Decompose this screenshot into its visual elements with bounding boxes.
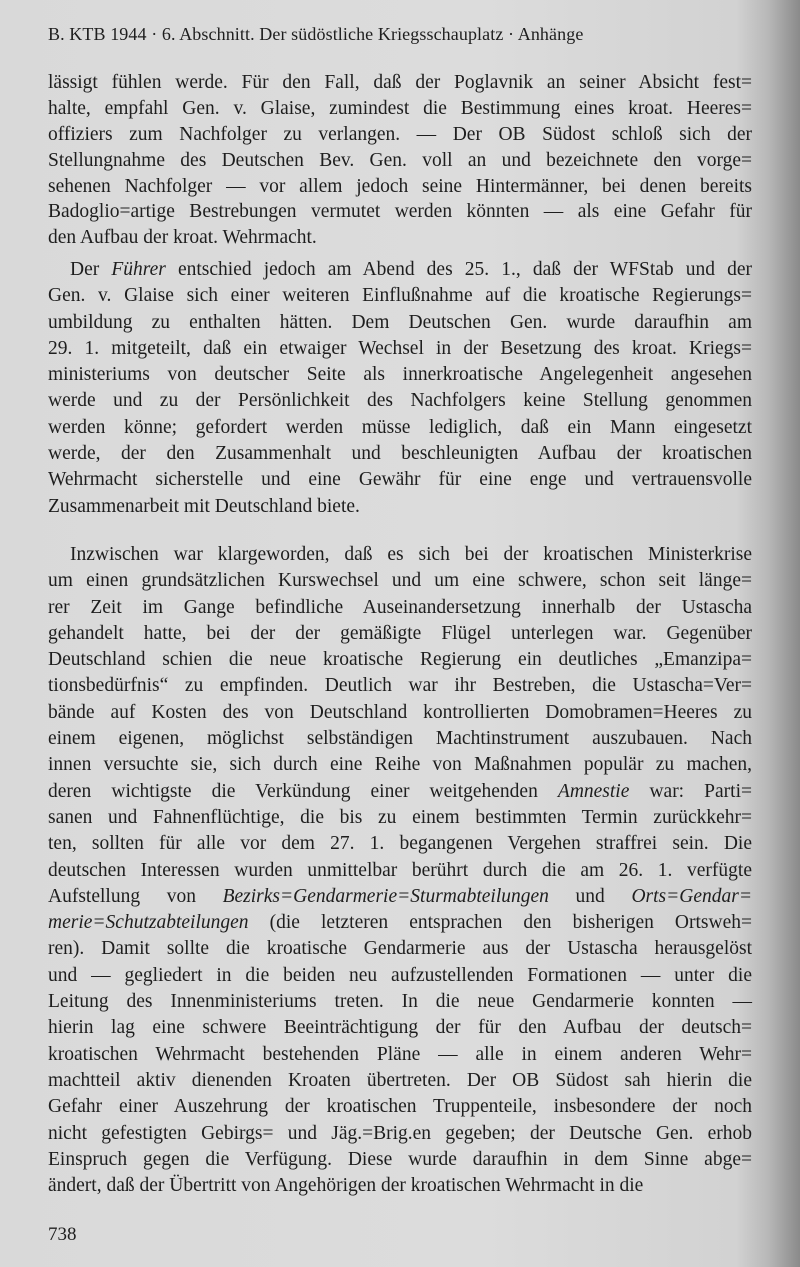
text-line (48, 805, 752, 831)
text-line (48, 884, 752, 910)
text-segment: gehandelt hatte, bei der der gemäßigte Flügel unterlegen war. Gegenüber (48, 622, 752, 644)
text-line (48, 673, 752, 699)
text-segment: Inzwischen war klargeworden, daß es sich bei der kroatischen Ministerkrise (70, 544, 752, 565)
text-line (48, 310, 752, 336)
text-segment: umbildung zu enthalten hätten. Dem Deutschen Gen. wurde daraufhin am (48, 311, 752, 333)
paragraph (48, 542, 752, 1199)
text-segment: halte, empfahl Gen. v. Glaise, zumindest die Bestimmung eines kroat. Heeres= (48, 97, 752, 119)
text-line (48, 415, 752, 441)
text-line (48, 647, 752, 673)
text-segment: Gefahr einer Auszehrung der kroatischen Truppenteile, insbesondere der noch (48, 1096, 752, 1118)
text-segment: hierin lag eine schwere Beeinträchtigung der für den Aufbau der deutsch= (48, 1017, 752, 1039)
page-number: 738 (48, 1224, 77, 1245)
text-line (48, 1173, 752, 1199)
text-line (48, 70, 752, 96)
text-segment: Wehrmacht sicherstelle und eine Gewähr für eine enge und vertrauensvolle (48, 469, 752, 491)
text-segment: offiziers zum Nachfolger zu verlangen. — Der OB Südost schloß sich der (48, 123, 752, 145)
text-segment: werde, der den Zusammenhalt und beschleunigten Aufbau der kroatischen (48, 443, 752, 465)
text-line (48, 831, 752, 857)
paragraph (48, 70, 752, 251)
text-segment: sehenen Nachfolger — vor allem jedoch seine Hintermänner, bei denen bereits (48, 175, 752, 197)
text-segment: einem eigenen, möglichst selbständigen Machtinstrument auszubauen. Nach (48, 728, 752, 750)
text-line (48, 858, 752, 884)
text-segment: werde und zu der Persönlichkeit des Nachfolgers keine Stellung genommen (48, 390, 752, 412)
text-segment: 29. 1. mitgeteilt, daß ein etwaiger Wechsel in der Besetzung des kroat. Kriegs= (48, 337, 752, 359)
text-line (48, 283, 752, 309)
text-line (48, 726, 752, 752)
text-segment: sanen und Fahnenflüchtige, die bis zu einem bestimmten Termin zurückkehr= (48, 806, 752, 828)
text-line (48, 936, 752, 962)
text-segment: war: Parti= (629, 780, 752, 802)
text-segment: Zusammenarbeit mit Deutschland biete. (48, 495, 360, 517)
italic-text: Führer (111, 259, 166, 280)
text-segment: um einen grundsätzlichen Kurswechsel und um eine schwere, schon seit länge= (48, 570, 752, 592)
text-line (48, 1068, 752, 1094)
text-line (48, 225, 752, 251)
text-line (48, 1094, 752, 1120)
text-segment: ändert, daß der Übertritt von Angehörigen der kroatischen Wehrmacht in die (48, 1175, 644, 1197)
text-segment: entschied jedoch am Abend des 25. 1., daß der WFStab und der (165, 259, 752, 280)
text-line (48, 122, 752, 148)
text-line (48, 1042, 752, 1068)
text-segment: Leitung des Innenministeriums treten. In die neue Gendarmerie konnten — (48, 991, 752, 1013)
text-line (48, 700, 752, 726)
italic-text: Orts=Gendar= (631, 885, 753, 907)
italic-text: Amnestie (557, 780, 630, 802)
text-line (48, 595, 752, 621)
text-segment: innen versuchte sie, sich durch eine Reihe von Maßnahmen populär zu machen, (48, 754, 752, 776)
text-segment: und (548, 885, 632, 907)
text-line (48, 494, 752, 520)
text-segment: deutschen Interessen wurden unmittelbar berührt durch die am 26. 1. verfügte (48, 859, 752, 881)
text-line (48, 199, 752, 225)
text-segment: Deutschland schien die neue kroatische Regierung ein deutliches „Emanzipa= (48, 649, 752, 671)
italic-text: merie=Schutzabteilungen (48, 912, 249, 934)
text-segment: nicht gefestigten Gebirgs= und Jäg.=Brig.en gegeben; der Deutsche Gen. erhob (48, 1122, 752, 1144)
paragraph (48, 257, 752, 520)
text-segment: und — gegliedert in die beiden neu aufzustellenden Formationen — unter die (48, 964, 752, 986)
text-segment: ren). Damit sollte die kroatische Gendarmerie aus der Ustascha herausgelöst (48, 938, 752, 960)
text-segment: ministeriums von deutscher Seite als innerkroatische Angelegenheit angesehen (48, 364, 752, 386)
text-segment: Einspruch gegen die Verfügung. Diese wurde daraufhin in dem Sinne abge= (48, 1148, 752, 1170)
text-line (48, 1147, 752, 1173)
text-line (48, 441, 752, 467)
text-segment: machtteil aktiv dienenden Kroaten übertreten. Der OB Südost sah hierin die (48, 1069, 752, 1091)
text-line (48, 336, 752, 362)
text-segment: tionsbedürfnis“ zu empfinden. Deutlich war ihr Bestreben, die Ustascha=Ver= (48, 675, 752, 697)
text-line (48, 779, 752, 805)
text-line (48, 621, 752, 647)
text-line (48, 989, 752, 1015)
text-line (48, 96, 752, 122)
text-line (48, 257, 752, 283)
text-segment: werden könne; gefordert werden müsse lediglich, daß ein Mann eingesetzt (48, 416, 752, 438)
text-segment: kroatischen Wehrmacht bestehenden Pläne — alle in einem anderen Wehr= (48, 1043, 752, 1065)
text-line (48, 174, 752, 200)
text-line (48, 1121, 752, 1147)
text-line (48, 467, 752, 493)
text-line (48, 1015, 752, 1041)
text-segment: bände auf Kosten des von Deutschland kontrollierten Domobramen=Heeres zu (48, 701, 752, 723)
running-header: B. KTB 1944 · 6. Abschnitt. Der südöstliche Kriegsschauplatz · Anhänge (48, 24, 584, 44)
text-segment: ten, sollten für alle vor dem 27. 1. begangenen Vergehen straffrei sein. Die (48, 833, 752, 855)
text-segment: Aufstellung von (48, 885, 223, 907)
italic-text: Bezirks=Gendarmerie=Sturmabteilungen (222, 885, 549, 907)
text-segment: Gen. v. Glaise sich einer weiteren Einflußnahme auf die kroatische Regierungs= (48, 285, 752, 307)
text-segment: lässigt fühlen werde. Für den Fall, daß der Poglavnik an seiner Absicht fest= (48, 72, 752, 93)
text-segment: Stellungnahme des Deutschen Bev. Gen. voll an und bezeichnete den vorge= (48, 149, 752, 171)
text-segment: Badoglio=artige Bestrebungen vermutet werden könnten — als eine Gefahr für (48, 201, 752, 223)
text-line (48, 148, 752, 174)
text-line (48, 568, 752, 594)
text-line (48, 910, 752, 936)
text-line (48, 963, 752, 989)
text-segment: Der (70, 259, 112, 280)
text-segment: rer Zeit im Gange befindliche Auseinandersetzung innerhalb der Ustascha (48, 596, 752, 618)
text-line (48, 542, 752, 568)
text-segment: deren wichtigste die Verkündung einer weitgehenden (48, 780, 558, 802)
text-line (48, 388, 752, 414)
text-line (48, 362, 752, 388)
text-segment: (die letzteren entsprachen den bisherigen Ortsweh= (248, 912, 752, 934)
text-segment: den Aufbau der kroat. Wehrmacht. (48, 227, 317, 249)
text-line (48, 752, 752, 778)
